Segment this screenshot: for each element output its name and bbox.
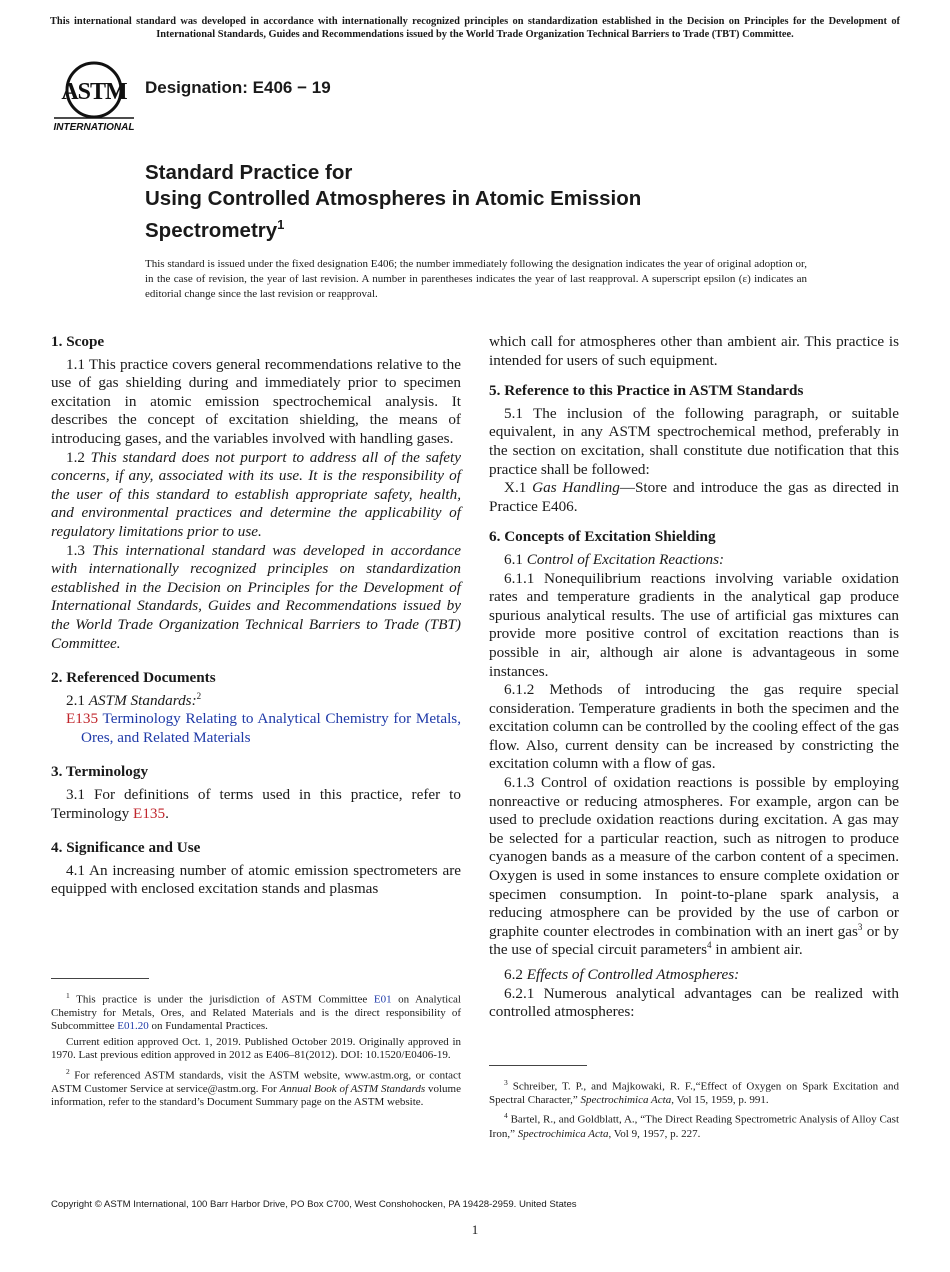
para-text: This international standard was developed in accordance with internationally recognized principles on standardization established in the Decision on Principles for the Development of International Standards, Guides and Recommendations issued by the World Trade Organization Technical Barriers to Trade (TBT) Committee. [51, 541, 462, 652]
section-heading: 1. Scope [51, 333, 105, 350]
paragraph-6-2 [489, 966, 899, 985]
title-line-3 [145, 212, 641, 244]
footnote-2 [51, 1065, 461, 1110]
para-text: ASTM Standards: [88, 691, 197, 709]
para-number: 1.2 [66, 448, 91, 466]
para-text-end: . [165, 804, 169, 822]
designation: Designation: E406 − 19 [145, 78, 331, 97]
paragraph-6-2-1: 6.2.1 Numerous analytical advantages can be realized with controlled atmospheres: [489, 984, 899, 1021]
footnotes-right [489, 1076, 899, 1143]
footnote-text: volume information, refer to the standard’s Document Summary page on the ASTM website. [51, 1082, 461, 1109]
paragraph-6-1-2: 6.1.2 Methods of introducing the gas require special consideration. Temperature gradients in both the specimen and the excitation column can be controlled by the cooling effect of the gas flow. Also, current density can be increased by constricting the excitation column with a flow of gas. [489, 681, 899, 773]
para-text: —Store and introduce the gas as directed in Practice E406. [489, 479, 900, 515]
committee-link[interactable]: E01 [373, 993, 392, 1006]
para-number: 1.3 [66, 541, 93, 559]
copyright-notice: Copyright © ASTM International, 100 Barr Harbor Drive, PO Box C700, West Conshohocken, PA 19428-2959. United States [51, 1199, 577, 1210]
section-significance [51, 839, 461, 899]
footnotes-left [51, 989, 461, 1112]
para-text: This standard does not purport to address all of the safety concerns, if any, associated with its use. It is the responsibility of the user of this standard to establish appropriate safety, health, and environmental practices and determine the applicability of regulatory limitations prior to use. [51, 448, 462, 540]
para-text: 6.1.3 Control of oxidation reactions is possible by employing nonreactive or reducing atmospheres. For example, argon can be used to preclude oxidation reactions during excitation. A gas may be selected for a particular reaction, such as nitrogen to produce cyanogen bands as a measure of the carbon content of a specimen. Oxygen is used in some instances to ensure complete oxidation or specimen consumption. In point-to-plane spark analysis, a reducing atmosphere can be provided by the use of carbon or graphite counter electrodes in combination with an inert gas [489, 774, 899, 940]
footnote-number: 3 [504, 1078, 508, 1087]
astm-international-logo [52, 60, 136, 136]
title-footnote-ref: 1 [277, 217, 285, 232]
terminology-link[interactable]: E135 [133, 804, 166, 822]
paragraph-x-1 [489, 479, 899, 516]
footnote-3 [489, 1076, 899, 1107]
footnote-4 [489, 1109, 899, 1140]
left-column [51, 333, 461, 899]
paragraph-4-1-continued: which call for atmospheres other than ambient air. This practice is intended for users of such equipment. [489, 333, 899, 369]
footnote-text: This practice is under the jurisdiction of ASTM Committee [69, 993, 374, 1006]
footnote-divider-left [51, 978, 149, 979]
section-heading: 3. Terminology [51, 763, 149, 781]
para-italic: Gas Handling [532, 479, 620, 497]
para-text: in ambient air. [711, 941, 803, 959]
paragraph-1-2 [51, 449, 461, 542]
footnote-ref: 3 [857, 921, 863, 932]
paragraph-4-1: 4.1 An increasing number of atomic emission spectrometers are equipped with enclosed excitation stands and plasmas [51, 861, 461, 898]
section-terminology [51, 763, 461, 823]
title-line-3-text: Spectrometry [145, 218, 278, 242]
para-text: 3.1 For definitions of terms used in this practice, refer to Terminology [51, 786, 461, 822]
footnote-italic: Annual Book of ASTM Standards [279, 1082, 426, 1095]
page-number: 1 [471, 1222, 479, 1237]
section-scope [51, 333, 461, 653]
footnote-text: on Fundamental Practices. [148, 1020, 268, 1033]
ref-title-link[interactable]: Terminology Relating to Analytical Chemistry for Metals, Ores, and Related Materials [81, 710, 461, 746]
section-referenced-documents [51, 669, 461, 747]
footnote-text: on Analytical Chemistry for Metals, Ores, and Related Materials and is the direct responsibility of Subcommittee [51, 993, 461, 1033]
footnote-edition: Current edition approved Oct. 1, 2019. Published October 2019. Originally approved in 1970. Last previous edition approved in 2012 as E406–81(2012). DOI: 10.1520/E0406-19. [51, 1035, 461, 1062]
paragraph-3-1 [51, 786, 461, 823]
title-line-2: Using Controlled Atmospheres in Atomic Emission [145, 187, 642, 210]
footnote-text: Schreiber, T. P., and Majkowaki, R. F.,“Effect of Oxygen on Spark Excitation and Spectral Character,” [489, 1080, 899, 1107]
ref-code-link[interactable]: E135 [66, 710, 99, 728]
footnote-text: , Vol 15, 1959, p. 991. [671, 1094, 769, 1107]
footnote-number: 2 [66, 1066, 70, 1076]
paragraph-1-1: 1.1 This practice covers general recommendations relative to the use of gas shielding during and immediately prior to specimen excitation in atomic emission spectrochemical analysis. It describes the concept of excitation shielding, the means of introducing gases, and the variables involved with handling gases. [51, 355, 461, 447]
footnote-divider-right [489, 1065, 587, 1066]
footnote-italic: Spectrochimica Acta [517, 1127, 609, 1140]
footnote-ref: 2 [196, 690, 202, 701]
section-heading: 6. Concepts of Excitation Shielding [489, 528, 716, 546]
paragraph-2-1 [51, 692, 461, 711]
issue-note: This standard is issued under the fixed designation E406; the number immediately following the designation indicates the year of original adoption or, in the case of revision, the year of last revision. A number in parentheses indicates the year of last reapproval. A superscript epsilon (ε) indicates an editorial change since the last revision or reapproval. [145, 258, 807, 300]
svg-text:ASTM: ASTM [61, 79, 127, 105]
section-heading: 5. Reference to this Practice in ASTM Standards [489, 382, 804, 400]
footnote-text: Bartel, R., and Goldblatt, A., “The Direct Reading Spectrometric Analysis of Alloy Cast Iron,” [489, 1114, 899, 1140]
para-text: or by the use of special circuit parameters [489, 922, 899, 959]
title-line-1: Standard Practice for [145, 161, 353, 184]
reference-entry [51, 710, 461, 747]
footnote-text: , Vol 9, 1957, p. 227. [608, 1127, 701, 1140]
footnote-number: 1 [66, 991, 70, 1000]
paragraph-1-3 [51, 542, 461, 654]
section-heading: 4. Significance and Use [51, 839, 201, 857]
paragraph-5-1: 5.1 The inclusion of the following paragraph, or suitable equivalent, in any ASTM spectrochemical method, preferably in the section on excitation, shall constitute due notification that this practice shall be followed: [489, 404, 899, 478]
para-number: 2.1 [66, 691, 89, 709]
top-notice: This international standard was developed in accordance with internationally recognized principles on standardization established in the Decision on Principles for the Development of International Standards, Guides and Recommendations issued by the World Trade Organization Technical Barriers to Trade (TBT) Committee. [50, 16, 900, 40]
footnote-text: For referenced ASTM standards, visit the ASTM website, www.astm.org, or contact ASTM Customer Service at service@astm.org. For [51, 1069, 461, 1095]
footnote-italic: Spectrochimica Acta [580, 1094, 672, 1107]
section-reference-to-practice [489, 382, 899, 516]
footnote-ref: 4 [707, 940, 712, 951]
para-number: X.1 [504, 479, 533, 497]
subcommittee-link[interactable]: E01.20 [117, 1020, 149, 1033]
svg-text:INTERNATIONAL: INTERNATIONAL [53, 122, 135, 133]
footnote-1 [51, 989, 461, 1034]
right-column [489, 333, 899, 1022]
section-concepts [489, 528, 899, 1021]
para-number: 6.2 [504, 966, 527, 983]
para-italic: Control of Excitation Reactions: [526, 550, 725, 568]
section-heading: 2. Referenced Documents [51, 669, 216, 687]
paragraph-6-1-1: 6.1.1 Nonequilibrium reactions involving variable oxidation rates and temperature gradients in the analytical gap produce spurious analytical results. The use of artificial gas mixtures can provide more positive control of excitation reactions than is possible in air, although air alone is advantageous in some instances. [489, 569, 899, 680]
paragraph-6-1 [489, 551, 899, 570]
para-number: 6.1 [504, 550, 527, 568]
footnote-number: 4 [504, 1111, 508, 1121]
para-italic: Effects of Controlled Atmospheres: [526, 966, 740, 983]
page-title [145, 160, 641, 244]
paragraph-6-1-3 [489, 774, 899, 960]
